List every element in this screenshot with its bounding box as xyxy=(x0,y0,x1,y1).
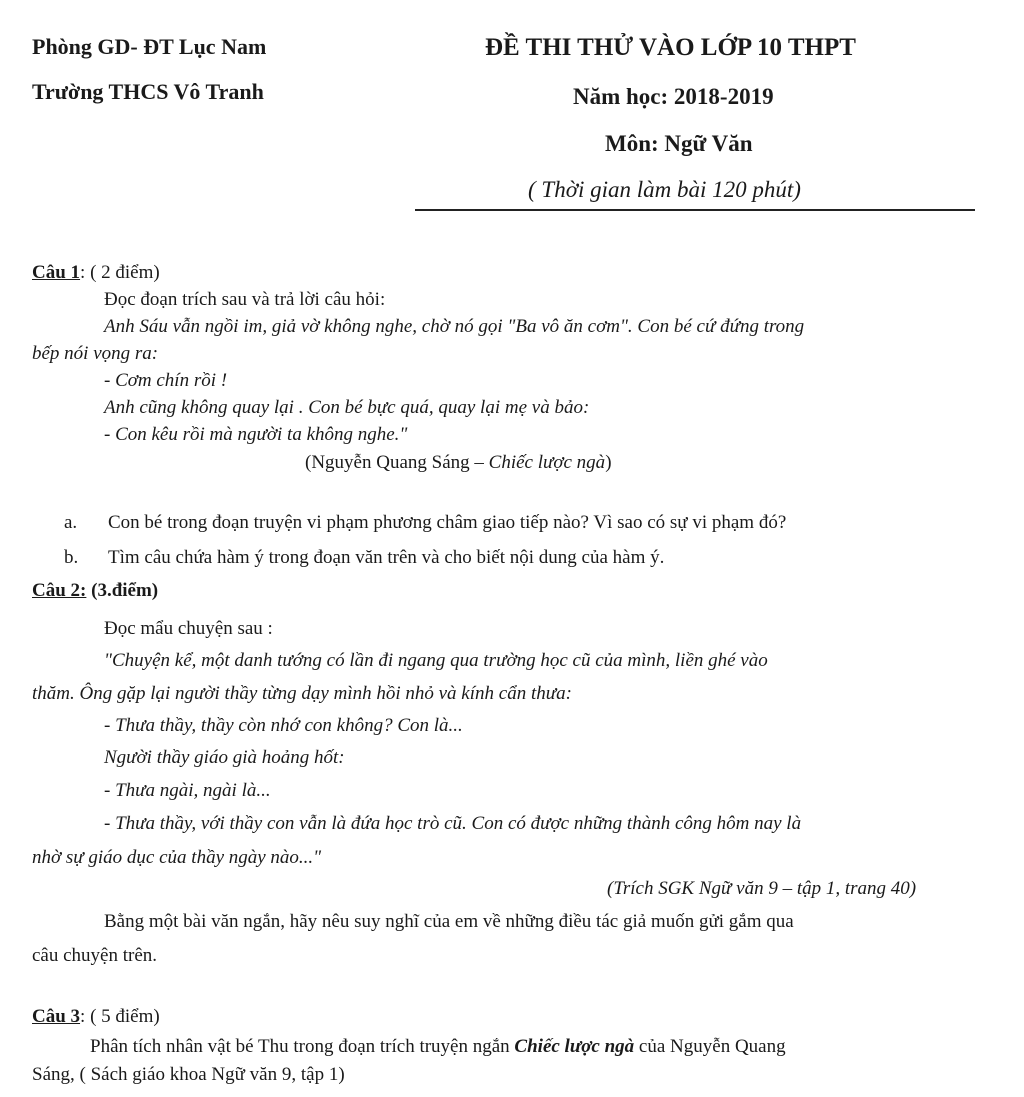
q1-source-close: ) xyxy=(605,452,612,473)
q2-source: (Trích SGK Ngữ văn 9 – tập 1, trang 40) xyxy=(607,878,917,899)
q2-story-line: - Thưa ngài, ngài là... xyxy=(104,780,271,801)
q1-item-a: Con bé trong đoạn truyện vi phạm phương châm giao tiếp nào? Vì sao có sự vi phạm đó? xyxy=(108,512,787,533)
q2-story-line: - Thưa thầy, với thầy con vẫn là đứa học trò cũ. Con có được những thành công hôm nay là xyxy=(104,813,802,834)
q3-task-pre: Phân tích nhân vật bé Thu trong đoạn trích truyện ngắn xyxy=(90,1036,515,1057)
q2-story-line: "Chuyện kể, một danh tướng có lần đi ngang qua trường học cũ của mình, liền ghé vào xyxy=(104,650,768,671)
q2-instruction: Đọc mẩu chuyện sau : xyxy=(104,618,273,639)
q2-heading xyxy=(32,580,158,602)
q1-item-a-marker: a. xyxy=(64,512,78,533)
q1-source-title: Chiếc lược ngà xyxy=(488,452,606,473)
header-divider xyxy=(415,209,975,211)
q1-item-b-marker: b. xyxy=(64,547,79,568)
q1-heading xyxy=(32,262,160,284)
q2-task-line: Bằng một bài văn ngắn, hãy nêu suy nghĩ của em về những điều tác giả muốn gửi gắm qua xyxy=(104,911,794,932)
q3-label: Câu 3 xyxy=(32,1006,81,1027)
q3-task-title: Chiếc lược ngà xyxy=(514,1036,635,1057)
q3-heading xyxy=(32,1006,160,1028)
q2-task-line: câu chuyện trên. xyxy=(32,945,158,966)
q1-points: : ( 2 điểm) xyxy=(80,262,160,283)
exam-title: ĐỀ THI THỬ VÀO LỚP 10 THPT xyxy=(485,34,856,61)
q1-instruction: Đọc đoạn trích sau và trả lời câu hỏi: xyxy=(104,289,386,310)
q3-points: : ( 5 điểm) xyxy=(80,1006,160,1027)
q1-source-author: (Nguyễn Quang Sáng – xyxy=(305,452,489,473)
q2-story-line: thăm. Ông gặp lại người thầy từng dạy mình hồi nhỏ và kính cẩn thưa: xyxy=(32,683,572,704)
q3-task-post: của Nguyễn Quang xyxy=(634,1036,786,1057)
q3-task-line: Sáng, ( Sách giáo khoa Ngữ văn 9, tập 1) xyxy=(32,1064,345,1085)
q1-passage-line: - Cơm chín rồi ! xyxy=(104,370,228,391)
q2-story-line: Người thầy giáo già hoảng hốt: xyxy=(104,747,345,768)
q1-label: Câu 1 xyxy=(32,262,81,283)
q1-item-b: Tìm câu chứa hàm ý trong đoạn văn trên và cho biết nội dung của hàm ý. xyxy=(108,547,665,568)
q1-passage-line: - Con kêu rồi mà người ta không nghe." xyxy=(104,424,408,445)
exam-subject: Môn: Ngữ Văn xyxy=(605,131,753,156)
q2-points: (3.điểm) xyxy=(86,580,159,601)
q2-story-line: - Thưa thầy, thầy còn nhớ con không? Con là... xyxy=(104,715,463,736)
q1-source xyxy=(305,452,612,474)
q1-passage-line: Anh Sáu vẫn ngồi im, giả vờ không nghe, chờ nó gọi "Ba vô ăn cơm". Con bé cứ đứng trong xyxy=(104,316,805,337)
school-year: Năm học: 2018-2019 xyxy=(573,84,774,109)
q3-task-line xyxy=(90,1036,786,1058)
q2-label: Câu 2: xyxy=(32,580,87,601)
school-name: Trường THCS Vô Tranh xyxy=(32,79,264,104)
q1-passage-line: Anh cũng không quay lại . Con bé bực quá, quay lại mẹ và bảo: xyxy=(104,397,590,418)
school-department: Phòng GD- ĐT Lục Nam xyxy=(32,34,267,59)
exam-time: ( Thời gian làm bài 120 phút) xyxy=(528,177,801,202)
q1-passage-line: bếp nói vọng ra: xyxy=(32,343,159,364)
q2-story-line: nhờ sự giáo dục của thầy ngày nào..." xyxy=(32,847,322,868)
